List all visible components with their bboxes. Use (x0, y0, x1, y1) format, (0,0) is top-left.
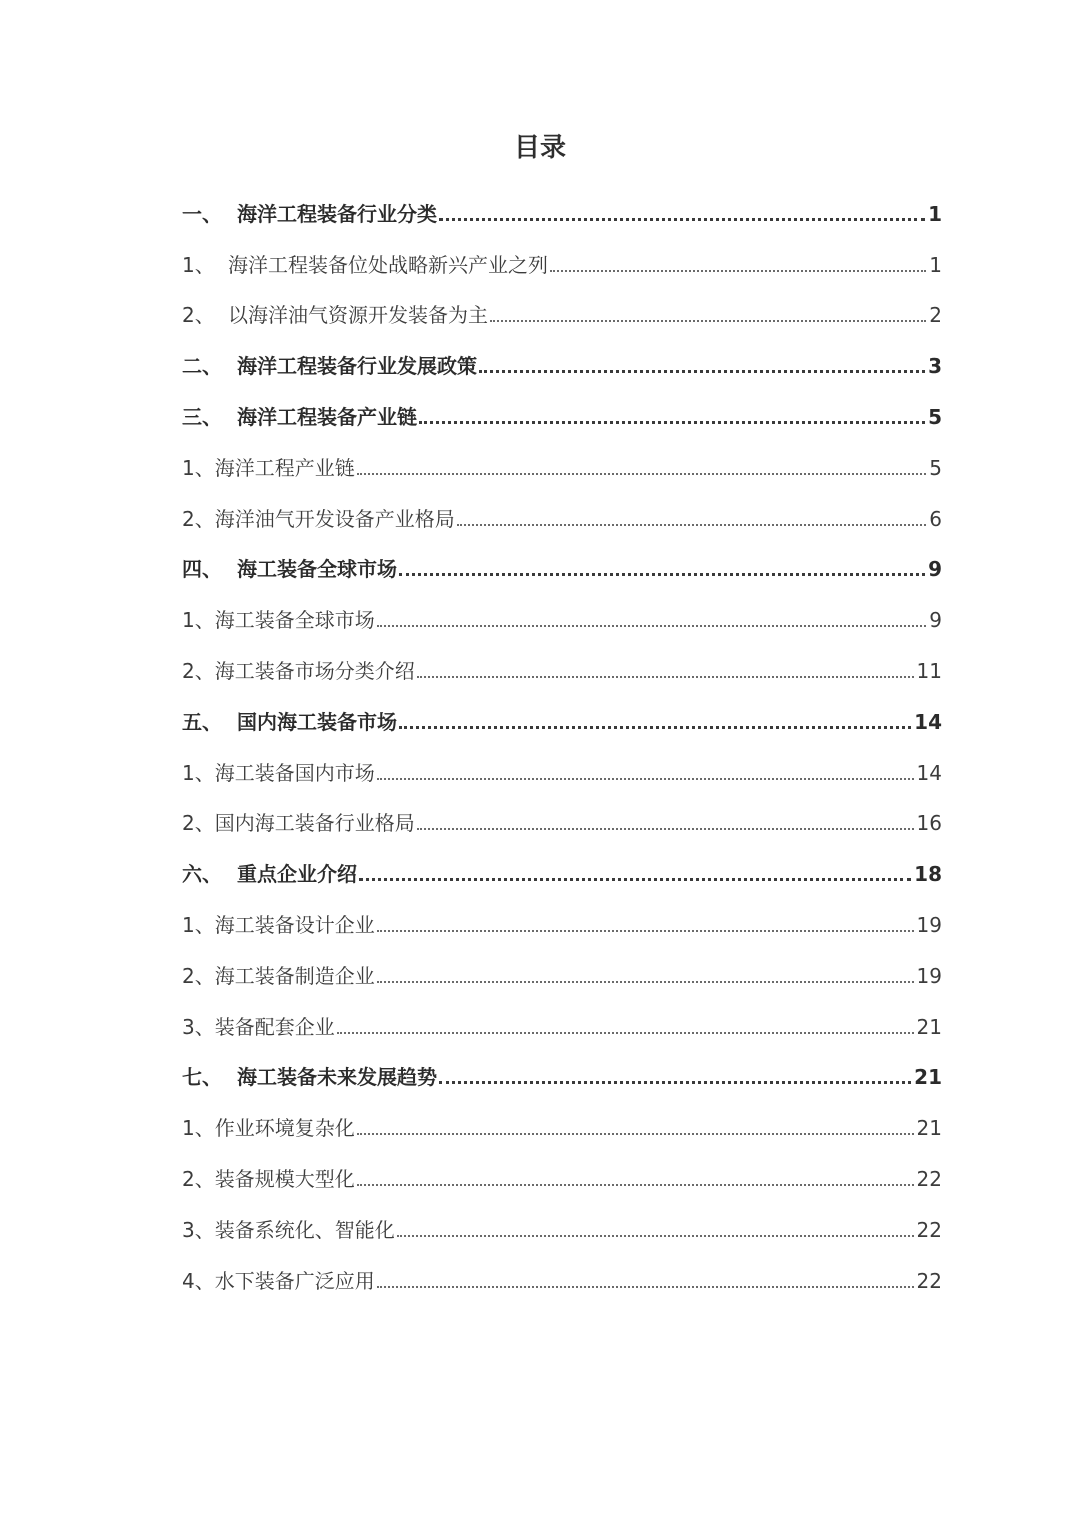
toc-page-number: 22 (916, 1268, 942, 1293)
toc-page-number: 14 (914, 709, 942, 734)
toc-entry-title: 海洋工程装备行业分类 (237, 201, 437, 226)
toc-section-entry[interactable] (182, 1250, 942, 1301)
toc-page-number: 21 (916, 1014, 942, 1039)
toc-entry-title: 水下装备广泛应用 (214, 1268, 375, 1293)
toc-page-number: 22 (916, 1217, 942, 1242)
toc-page-number: 11 (916, 658, 942, 683)
toc-section-entry[interactable] (182, 234, 942, 285)
toc-dot-leader (377, 778, 914, 780)
toc-entry-title: 海工装备制造企业 (214, 963, 375, 988)
toc-entry-number: 3、 (182, 1014, 215, 1039)
toc-entry-number: 2、 (182, 811, 215, 836)
toc-page-number: 18 (914, 862, 942, 887)
toc-dot-leader (439, 218, 925, 221)
toc-entry-title: 海洋工程装备位处战略新兴产业之列 (228, 252, 548, 277)
toc-chapter-entry[interactable] (182, 843, 942, 894)
toc-dot-leader (377, 625, 927, 627)
toc-entry-number: 一、 (182, 201, 222, 226)
toc-entry-number: 4、 (182, 1268, 215, 1293)
toc-entry-title: 海工装备国内市场 (214, 760, 375, 785)
toc-section-entry[interactable] (182, 1148, 942, 1199)
toc-entry-title: 海工装备全球市场 (214, 608, 375, 633)
toc-entry-title: 装备配套企业 (214, 1014, 335, 1039)
toc-page-number: 19 (916, 912, 942, 937)
toc-page-number: 2 (929, 303, 942, 328)
toc-entry-number: 七、 (182, 1065, 222, 1090)
toc-section-entry[interactable] (182, 488, 942, 539)
toc-entry-number: 2、 (182, 506, 215, 531)
toc-section-entry[interactable] (182, 945, 942, 996)
toc-entry-number: 1、 (182, 252, 215, 277)
toc-entry-title: 海洋油气开发设备产业格局 (214, 506, 455, 531)
toc-page-number: 21 (916, 1116, 942, 1141)
toc-entry-title: 以海洋油气资源开发装备为主 (228, 303, 488, 328)
toc-page-number: 21 (914, 1065, 942, 1090)
toc-page-number: 9 (929, 608, 942, 633)
toc-section-entry[interactable] (182, 1097, 942, 1148)
toc-entry-number: 2、 (182, 1166, 215, 1191)
toc-entry-number: 2、 (182, 963, 215, 988)
toc-section-entry[interactable] (182, 589, 942, 640)
toc-section-entry[interactable] (182, 437, 942, 488)
toc-chapter-entry[interactable] (182, 539, 942, 590)
toc-entry-number: 2、 (182, 658, 215, 683)
toc-dot-leader (419, 421, 925, 424)
toc-entry-number: 1、 (182, 608, 215, 633)
toc-chapter-entry[interactable] (182, 1047, 942, 1098)
toc-dot-leader (397, 1235, 914, 1237)
toc-entry-title: 重点企业介绍 (237, 862, 357, 887)
toc-section-entry[interactable] (182, 1199, 942, 1250)
toc-page-number: 19 (916, 963, 942, 988)
toc-chapter-entry[interactable] (182, 335, 942, 386)
toc-section-entry[interactable] (182, 742, 942, 793)
toc-page-number: 5 (928, 404, 942, 429)
toc-section-entry[interactable] (182, 640, 942, 691)
toc-entry-title: 海洋工程装备行业发展政策 (237, 354, 477, 379)
toc-page-number: 9 (928, 557, 942, 582)
toc-section-entry[interactable] (182, 894, 942, 945)
toc-chapter-entry[interactable] (182, 183, 942, 234)
toc-entry-number: 五、 (182, 709, 222, 734)
toc-entry-number: 1、 (182, 1116, 215, 1141)
toc-entry-title: 海洋工程装备产业链 (237, 404, 417, 429)
toc-entry-number: 1、 (182, 912, 215, 937)
toc-section-entry[interactable] (182, 793, 942, 844)
toc-dot-leader (377, 981, 914, 983)
toc-page-number: 22 (916, 1166, 942, 1191)
toc-entry-title: 国内海工装备市场 (237, 709, 397, 734)
toc-page-number: 6 (929, 506, 942, 531)
toc-page-number: 16 (916, 811, 942, 836)
toc-page-number: 5 (929, 455, 942, 480)
toc-title: 目录 (513, 133, 566, 163)
toc-dot-leader (357, 1133, 914, 1135)
toc-dot-leader (357, 473, 927, 475)
toc-list (182, 183, 942, 1301)
toc-page-number: 1 (928, 201, 942, 226)
toc-dot-leader (417, 828, 914, 830)
toc-dot-leader (399, 726, 911, 729)
toc-entry-title: 海工装备市场分类介绍 (214, 658, 415, 683)
toc-entry-number: 2、 (182, 303, 215, 328)
toc-entry-title: 装备系统化、智能化 (214, 1217, 395, 1242)
toc-dot-leader (357, 1184, 914, 1186)
toc-page-number: 14 (916, 760, 942, 785)
toc-section-entry[interactable] (182, 285, 942, 336)
toc-dot-leader (417, 676, 914, 678)
toc-dot-leader (550, 270, 926, 272)
toc-dot-leader (457, 524, 927, 526)
toc-entry-number: 1、 (182, 760, 215, 785)
toc-entry-title: 装备规模大型化 (214, 1166, 355, 1191)
toc-dot-leader (359, 878, 911, 881)
toc-section-entry[interactable] (182, 996, 942, 1047)
toc-entry-number: 1、 (182, 455, 215, 480)
toc-entry-number: 二、 (182, 354, 222, 379)
toc-entry-title: 国内海工装备行业格局 (214, 811, 415, 836)
toc-dot-leader (479, 370, 925, 373)
toc-dot-leader (337, 1032, 914, 1034)
toc-entry-number: 三、 (182, 404, 222, 429)
toc-page-number: 3 (928, 354, 942, 379)
toc-entry-number: 四、 (182, 557, 222, 582)
toc-entry-title: 海工装备未来发展趋势 (237, 1065, 437, 1090)
toc-dot-leader (377, 1286, 914, 1288)
toc-chapter-entry[interactable] (182, 691, 942, 742)
toc-entry-number: 六、 (182, 862, 222, 887)
toc-dot-leader (490, 320, 926, 322)
toc-dot-leader (399, 573, 925, 576)
toc-dot-leader (377, 930, 914, 932)
toc-entry-title: 海洋工程产业链 (214, 455, 355, 480)
toc-chapter-entry[interactable] (182, 386, 942, 437)
toc-entry-title: 海工装备设计企业 (214, 912, 375, 937)
toc-entry-title: 海工装备全球市场 (237, 557, 397, 582)
toc-entry-number: 3、 (182, 1217, 215, 1242)
toc-dot-leader (439, 1081, 911, 1084)
toc-page-number: 1 (929, 252, 942, 277)
toc-entry-title: 作业环境复杂化 (214, 1116, 355, 1141)
